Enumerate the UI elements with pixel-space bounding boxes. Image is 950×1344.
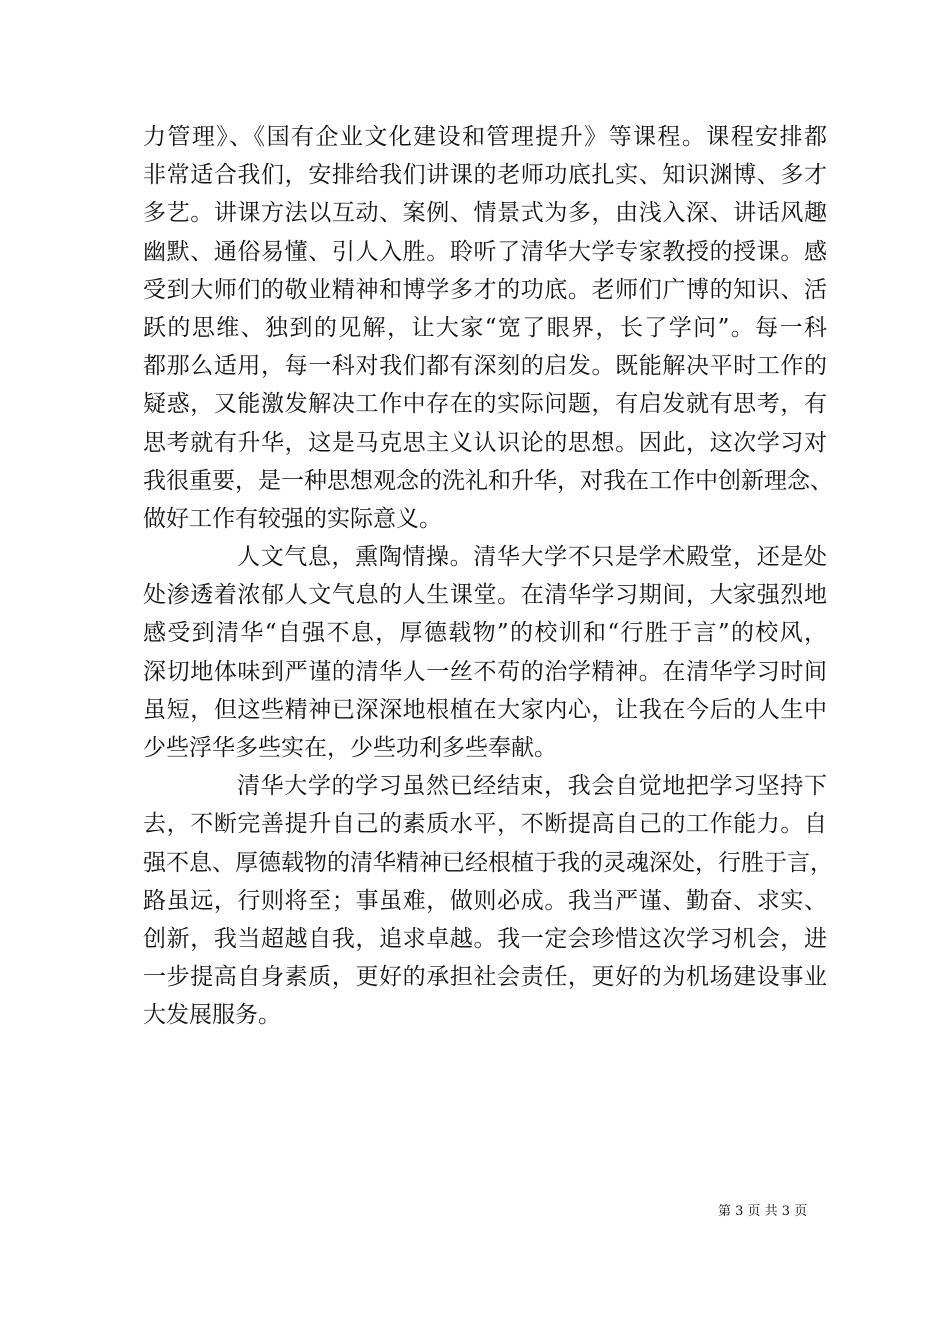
text-line: 路虽远，行则将至；事虽难，做则必成。我当严谨、勤奋、求实、: [143, 887, 827, 914]
text-line: 疑惑，又能激发解决工作中存在的实际问题，有启发就有思考，有: [143, 391, 827, 418]
text-line: 跃的思维、独到的见解，让大家“宽了眼界，长了学问”。每一科: [143, 314, 827, 341]
text-line: 少些浮华多些实在，少些功利多些奉献。: [143, 735, 557, 761]
page-number: 第 3 页 共 3 页: [718, 1204, 808, 1219]
text-line: 思考就有升华，这是马克思主义认识论的思想。因此，这次学习对: [143, 429, 827, 456]
text-line: 创新，我当超越自我，追求卓越。我一定会珍惜这次学习机会，进: [143, 925, 827, 952]
text-line: 我很重要，是一种思想观念的洗礼和升华，对我在工作中创新理念、: [143, 467, 833, 494]
text-line: 大发展服务。: [143, 1002, 281, 1029]
paragraph-1: [143, 118, 833, 538]
text-line: 处渗透着浓郁人文气息的人生课堂。在清华学习期间，大家强烈地: [143, 582, 827, 609]
text-line: 受到大师们的敬业精神和博学多才的功底。老师们广博的知识、活: [143, 276, 827, 303]
text-line: 非常适合我们，安排给我们讲课的老师功底扎实、知识渊博、多才: [143, 162, 827, 189]
text-line: 力管理》、《国有企业文化建设和管理提升》等课程。课程安排都: [143, 124, 827, 150]
text-line: 幽默、通俗易懂、引人入胜。聆听了清华大学专家教授的授课。感: [143, 238, 827, 265]
paragraph-3: [143, 767, 833, 1034]
text-line: 强不息、厚德载物的清华精神已经根植于我的灵魂深处，行胜于言，: [143, 849, 833, 876]
text-line: 清华大学的学习虽然已经结束，我会自觉地把学习坚持下: [237, 773, 827, 800]
paragraph-2: [143, 538, 827, 767]
text-line: 人文气息，熏陶情操。清华大学不只是学术殿堂，还是处: [237, 544, 827, 571]
text-line: 去，不断完善提升自己的素质水平，不断提高自己的工作能力。自: [143, 811, 827, 838]
document-body: [143, 118, 833, 1035]
text-line: 都那么适用，每一科对我们都有深刻的启发。既能解决平时工作的: [143, 353, 827, 380]
text-line: 感受到清华“自强不息，厚德载物”的校训和“行胜于言”的校风，: [143, 620, 827, 647]
text-line: 虽短，但这些精神已深深地根植在大家内心，让我在今后的人生中: [143, 696, 827, 723]
text-line: 一步提高自身素质，更好的承担社会责任，更好的为机场建设事业: [143, 964, 827, 991]
text-line: 做好工作有较强的实际意义。: [143, 505, 442, 532]
text-line: 多艺。讲课方法以互动、案例、情景式为多，由浅入深、讲话风趣: [143, 200, 827, 227]
text-line: 深切地体味到严谨的清华人一丝不苟的治学精神。在清华学习时间: [143, 658, 827, 685]
